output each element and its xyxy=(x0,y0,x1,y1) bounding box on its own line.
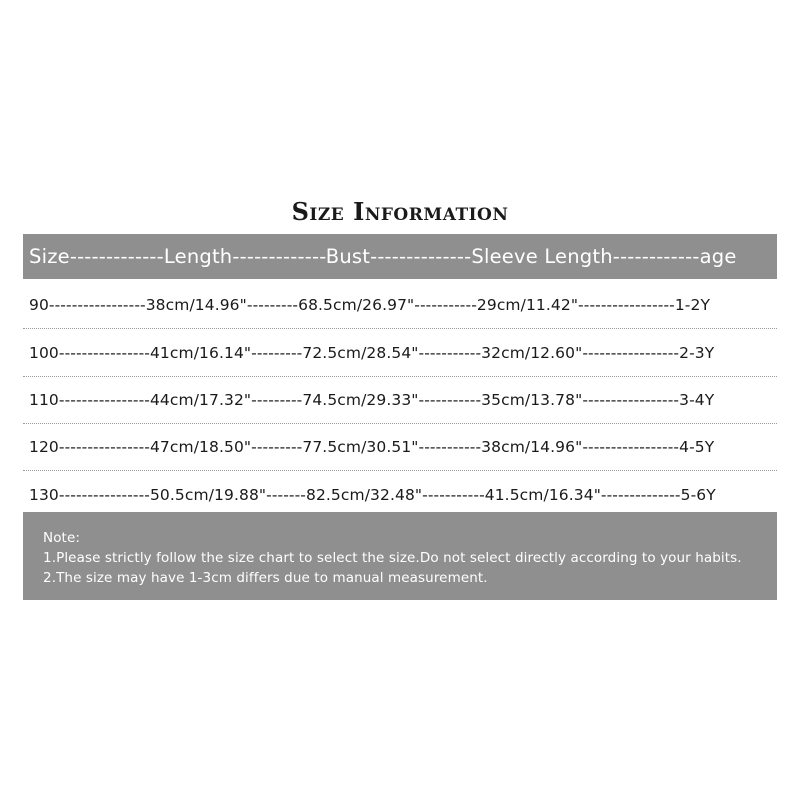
size-chart-header xyxy=(23,234,777,279)
note-line-1: 1.Please strictly follow the size chart to select the size.Do not select directly according to your habits. xyxy=(43,550,742,566)
size-row-110 xyxy=(23,377,777,424)
size-information-title: Size Information xyxy=(291,197,509,226)
size-row-100 xyxy=(23,330,777,377)
size-row-text: 100----------------41cm/16.14"---------72.5cm/28.54"-----------32cm/12.60"-----------------2-3Y xyxy=(29,344,715,362)
size-row-120 xyxy=(23,424,777,471)
size-row-text: 110----------------44cm/17.32"---------74.5cm/29.33"-----------35cm/13.78"-----------------3-4Y xyxy=(29,391,715,409)
note-heading: Note: xyxy=(43,530,81,546)
size-row-text: 120----------------47cm/18.50"---------77.5cm/30.51"-----------38cm/14.96"-----------------4-5Y xyxy=(29,438,715,456)
size-row-text: 130----------------50.5cm/19.88"-------82.5cm/32.48"-----------41.5cm/16.34"--------------5-6Y xyxy=(29,485,716,504)
size-row-text: 90-----------------38cm/14.96"---------68.5cm/26.97"-----------29cm/11.42"-----------------1-2Y xyxy=(29,296,711,314)
size-row-90 xyxy=(23,282,777,329)
note-box xyxy=(23,512,777,600)
note-line-2: 2.The size may have 1-3cm differs due to manual measurement. xyxy=(43,570,488,586)
size-row-130 xyxy=(23,471,777,518)
size-chart-header-text: Size-------------Length-------------Bust--------------Sleeve Length------------age xyxy=(29,245,737,268)
